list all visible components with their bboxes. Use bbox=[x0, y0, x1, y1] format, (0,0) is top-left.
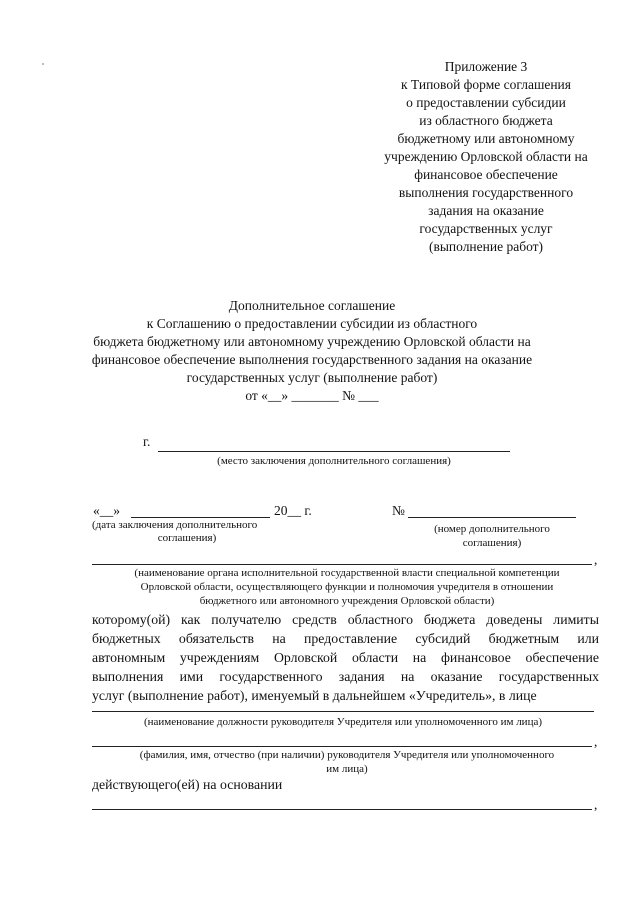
body-line: бюджетных обязательств на предоставление субсидий бюджетным или bbox=[92, 631, 599, 646]
number-caption-line: соглашения) bbox=[462, 537, 522, 549]
authority-caption-line: Орловской области, осуществляющего функции и полномочия учредителя в отношении bbox=[140, 581, 554, 593]
appendix-line: бюджетному или автономному bbox=[397, 131, 575, 146]
person-name-field[interactable] bbox=[92, 746, 592, 747]
title-line: государственных услуг (выполнение работ) bbox=[186, 370, 438, 385]
title-line: Дополнительное соглашение bbox=[228, 298, 396, 313]
basis-label: действующего(ей) на основании bbox=[92, 777, 283, 792]
number-caption-line: (номер дополнительного bbox=[434, 523, 550, 535]
scan-speck bbox=[42, 63, 44, 65]
authority-caption-line: бюджетного или автономного учреждения Орловской области) bbox=[199, 595, 495, 607]
appendix-line: (выполнение работ) bbox=[428, 239, 544, 254]
body-line: услуг (выполнение работ), именуемый в дальнейшем «Учредитель», в лице bbox=[92, 688, 537, 703]
appendix-line: выполнения государственного bbox=[398, 185, 574, 200]
person-caption-line: (фамилия, имя, отчество (при наличии) руководителя Учредителя или уполномоченного bbox=[139, 749, 555, 761]
place-caption: (место заключения дополнительного соглашения) bbox=[217, 455, 451, 467]
authority-caption-line: (наименование органа исполнительной государственной власти специальной компетенции bbox=[134, 567, 560, 579]
document-title bbox=[82, 297, 542, 405]
position-field[interactable] bbox=[92, 711, 594, 712]
date-caption-line: соглашения) bbox=[157, 532, 217, 544]
number-symbol: № bbox=[392, 503, 405, 518]
number-field[interactable] bbox=[408, 517, 576, 518]
basis-field[interactable] bbox=[92, 809, 592, 810]
date-year: 20__ г. bbox=[274, 503, 312, 518]
date-day-quote: «__» bbox=[93, 503, 120, 518]
appendix-line: к Типовой форме соглашения bbox=[401, 77, 571, 92]
basis-comma: , bbox=[594, 797, 598, 812]
appendix-line: финансовое обеспечение bbox=[414, 167, 558, 182]
appendix-line: учреждению Орловской области на bbox=[384, 149, 588, 164]
appendix-line: задания на оказание bbox=[428, 203, 544, 218]
title-line: от «__» _______ № ___ bbox=[245, 388, 379, 403]
person-caption-line: им лица) bbox=[326, 763, 368, 775]
appendix-line: из областного бюджета bbox=[419, 113, 553, 128]
authority-comma: , bbox=[594, 552, 598, 567]
body-line: автономным учреждениям Орловской области на финансовое обеспечение bbox=[92, 650, 599, 665]
place-prefix: г. bbox=[143, 434, 151, 449]
title-line: финансовое обеспечение выполнения государственного задания на оказание bbox=[91, 352, 533, 367]
appendix-line: о предоставлении субсидии bbox=[406, 95, 566, 110]
position-caption: (наименование должности руководителя Учредителя или уполномоченного им лица) bbox=[143, 716, 543, 728]
authority-field[interactable] bbox=[92, 564, 592, 565]
appendix-header bbox=[360, 58, 612, 256]
appendix-line: государственных услуг bbox=[419, 221, 553, 236]
appendix-line: Приложение 3 bbox=[444, 59, 528, 74]
date-caption-line: (дата заключения дополнительного bbox=[92, 519, 258, 531]
body-line: которому(ой) как получателю средств областного бюджета доведены лимиты bbox=[92, 612, 599, 627]
place-field[interactable] bbox=[158, 451, 510, 452]
body-paragraph bbox=[92, 610, 599, 705]
body-line: выполнения ими государственного задания на оказание государственных bbox=[92, 669, 599, 684]
title-line: бюджета бюджетному или автономному учреждению Орловской области на bbox=[93, 334, 531, 349]
title-line: к Соглашению о предоставлении субсидии из областного bbox=[146, 316, 478, 331]
person-comma: , bbox=[594, 734, 598, 749]
date-month-field[interactable] bbox=[131, 517, 270, 518]
